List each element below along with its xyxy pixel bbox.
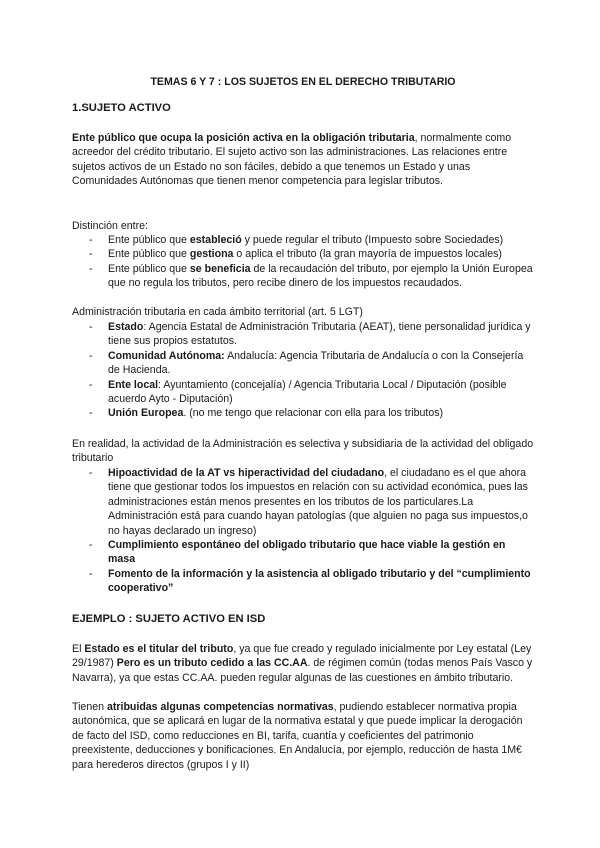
list-item: [72, 406, 534, 420]
item-bold: Comunidad Autónoma:: [108, 349, 225, 362]
ejemplo-paragraph-2: [72, 700, 534, 772]
item-bold: estableció: [189, 234, 242, 246]
item-text: Andalucía: Agencia Tributaria de Andalucía o con la Consejería de Hacienda.: [108, 349, 524, 377]
list-item: [72, 247, 534, 261]
intro-paragraph: [72, 131, 534, 189]
item-bold: Cumplimiento espontáneo del obligado tributario que hace viable la gestión en masa: [108, 539, 506, 566]
item-text: de la recaudación del tributo, por ejemplo la Unión Europea que no regula los tributos, pero recibe dinero de los impuestos recaudados.: [108, 262, 533, 290]
item-text: : Ayuntamiento (concejalía) / Agencia Tributaria Local / Diputación (posible acuerdo Ayto - Diputación): [108, 378, 507, 406]
intro-text: , normalmente como acreedor del crédito tributario. El sujeto activo son las administraciones. Las relaciones entre sujetos activos de un Estado no son fáciles, debido a que tenemos un Estado y unas Comunidades Autónomas que tienen menor competencia para legislar tributos.: [72, 132, 512, 188]
list-item: [72, 233, 534, 247]
page-title: TEMAS 6 Y 7 : LOS SUJETOS EN EL DERECHO TRIBUTARIO: [150, 76, 456, 88]
para-bold: atribuidas algunas competencias normativas: [106, 701, 334, 713]
item-text: . (no me tengo que relacionar con ella para los tributos): [183, 407, 444, 420]
item-bold: Fomento de la información y la asistencia al obligado tributario y del “cumplimiento cooperativo”: [108, 567, 531, 595]
distincion-label: Distinción entre:: [72, 220, 148, 232]
section-heading-ejemplo: EJEMPLO : SUJETO ACTIVO EN ISD: [72, 613, 266, 625]
intro-bold: Ente público que ocupa la posición activa en la obligación tributaria: [72, 132, 415, 144]
item-text: y puede regular el tributo (Impuesto sobre Sociedades): [241, 234, 504, 246]
list-item: [72, 349, 534, 378]
para-text: . de régimen común (todas menos País Vasco y Navarra), ya que estas CC.AA. pueden regular algunas de las cuestiones en ámbito tributario.: [72, 657, 533, 684]
item-text: Ente público que: [108, 248, 190, 261]
item-text: Ente público que: [108, 234, 190, 246]
item-bold: Unión Europea: [108, 407, 184, 420]
item-text: o aplica el tributo (la gran mayoría de impuestos locales): [233, 248, 502, 261]
list-item: [72, 262, 534, 291]
item-bold: Estado: [108, 321, 144, 333]
item-text: : Agencia Estatal de Administración Tributaria (AEAT), tiene personalidad jurídica y tiene sus propios estatutos.: [108, 321, 531, 348]
para-text: , ya que fue creado y regulado inicialmente por Ley estatal (Ley 29/1987): [72, 643, 532, 670]
para-text: , pudiendo establecer normativa propia autonómica, que se aplicará en lugar de la normativa estatal y que puede implicar la derogación de facto del ISD, como reducciones en BI, tarifa, cuantía y coeficientes del patrimonio preexistente, deducciones y bonificaciones. En Andalucía, por ejemplo, reducción de hasta 1M€ para herederos directos (grupos I y II): [72, 701, 523, 771]
item-bold: se beneficia: [189, 262, 251, 275]
item-text: , el ciudadano es el que ahora tiene que gestionar todos los impuestos en relación con su actividad económica, pues las administraciones están menos presentes en los tributos de los particulares.La Administración está para cuando hayan patologías (que alguien no paga sus impuestos,o no hayas declarado un ingreso): [108, 467, 528, 537]
ejemplo-paragraph-1: [72, 642, 534, 685]
item-bold: Hipoactividad de la AT vs hiperactividad del ciudadano: [108, 467, 385, 479]
item-bold: Ente local: [108, 378, 159, 391]
list-item: [72, 567, 534, 596]
para-text: El: [72, 643, 85, 655]
list-item: [72, 538, 534, 567]
admin-list: [72, 320, 534, 421]
admin-label: Administración tributaria en cada ámbito territorial (art. 5 LGT): [72, 306, 363, 318]
item-text: Ente público que: [108, 262, 190, 275]
item-bold: gestiona: [189, 248, 234, 261]
section-heading-sujeto-activo: 1.SUJETO ACTIVO: [72, 102, 171, 114]
list-item: [72, 466, 534, 538]
distincion-list: [72, 233, 534, 291]
para-bold: Estado es el titular del tributo: [84, 643, 234, 655]
realidad-list: [72, 466, 534, 596]
list-item: [72, 320, 534, 349]
realidad-paragraph: En realidad, la actividad de la Administración es selectiva y subsidiaria de la actividad del obligado tributario: [72, 438, 534, 465]
para-bold: Pero es un tributo cedido a las CC.AA: [116, 657, 308, 670]
para-text: Tienen: [72, 701, 107, 713]
list-item: [72, 378, 534, 407]
